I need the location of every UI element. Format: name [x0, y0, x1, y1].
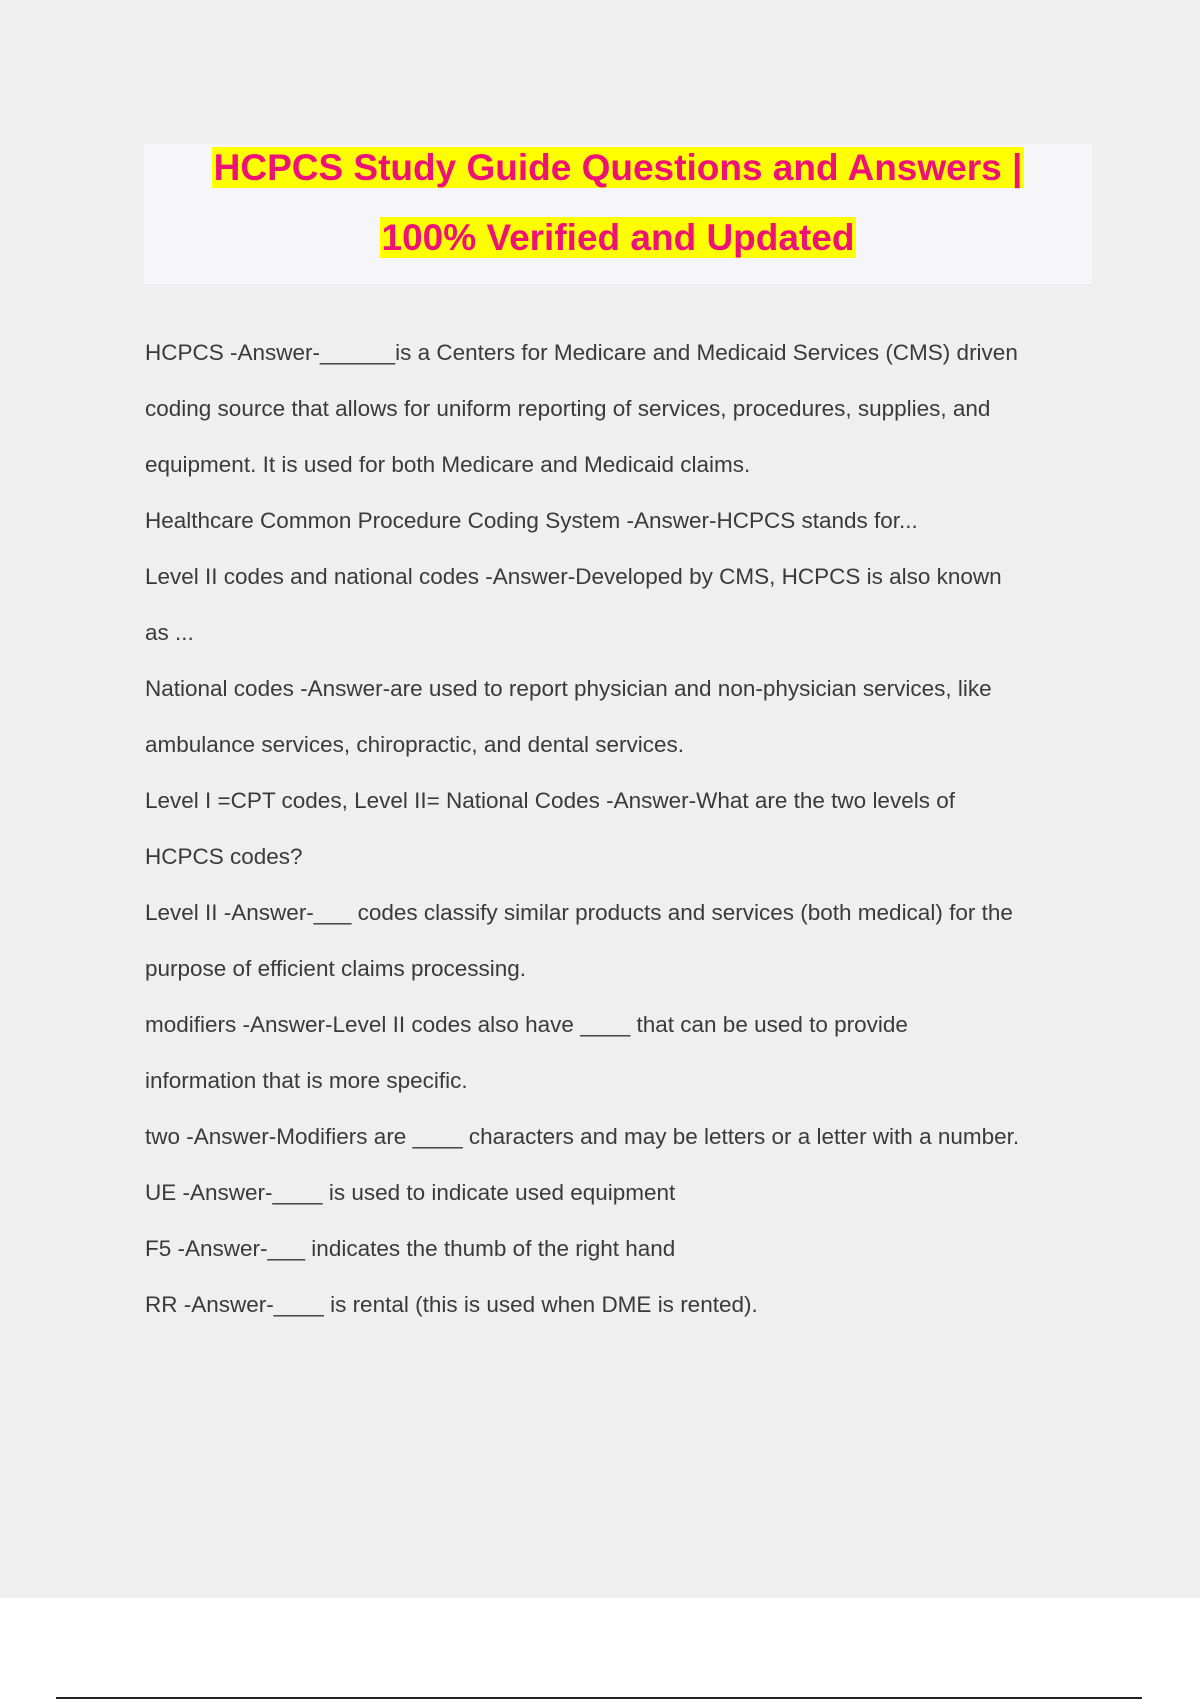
body-line: information that is more specific. — [145, 1068, 468, 1093]
body-line: RR -Answer-____ is rental (this is used when DME is rented). — [145, 1292, 758, 1317]
body-line: as ... — [145, 620, 194, 645]
title-text-1: HCPCS Study Guide Questions and Answers | — [213, 147, 1023, 188]
body-line: UE -Answer-____ is used to indicate used equipment — [145, 1180, 676, 1205]
body-line: ambulance services, chiropractic, and dental services. — [145, 732, 685, 757]
body-line: HCPCS codes? — [145, 844, 303, 869]
body-line: HCPCS -Answer-______is a Centers for Medicare and Medicaid Services (CMS) driven — [145, 340, 1018, 365]
body-line: F5 -Answer-___ indicates the thumb of the right hand — [145, 1236, 676, 1261]
title-text-2: 100% Verified and Updated — [381, 217, 855, 258]
body-line: equipment. It is used for both Medicare and Medicaid claims. — [145, 452, 751, 477]
body-line: Level II codes and national codes -Answer-Developed by CMS, HCPCS is also known — [145, 564, 1002, 589]
body-line: coding source that allows for uniform reporting of services, procedures, supplies, and — [145, 396, 991, 421]
footer-rule — [56, 1697, 1142, 1699]
body-line: two -Answer-Modifiers are ____ characters and may be letters or a letter with a number. — [145, 1124, 1020, 1149]
body-line: purpose of efficient claims processing. — [145, 956, 527, 981]
body-line: Healthcare Common Procedure Coding System -Answer-HCPCS stands for... — [145, 508, 918, 533]
page-title-line-1 — [144, 146, 1092, 190]
body-line: Level I =CPT codes, Level II= National Codes -Answer-What are the two levels of — [145, 788, 955, 813]
body-line: Level II -Answer-___ codes classify similar products and services (both medical) for the — [145, 900, 1013, 925]
document-body — [145, 325, 1095, 1333]
body-line: modifiers -Answer-Level II codes also have ____ that can be used to provide — [145, 1012, 908, 1037]
page-title-line-2 — [144, 216, 1092, 260]
body-line: National codes -Answer-are used to report physician and non-physician services, like — [145, 676, 992, 701]
